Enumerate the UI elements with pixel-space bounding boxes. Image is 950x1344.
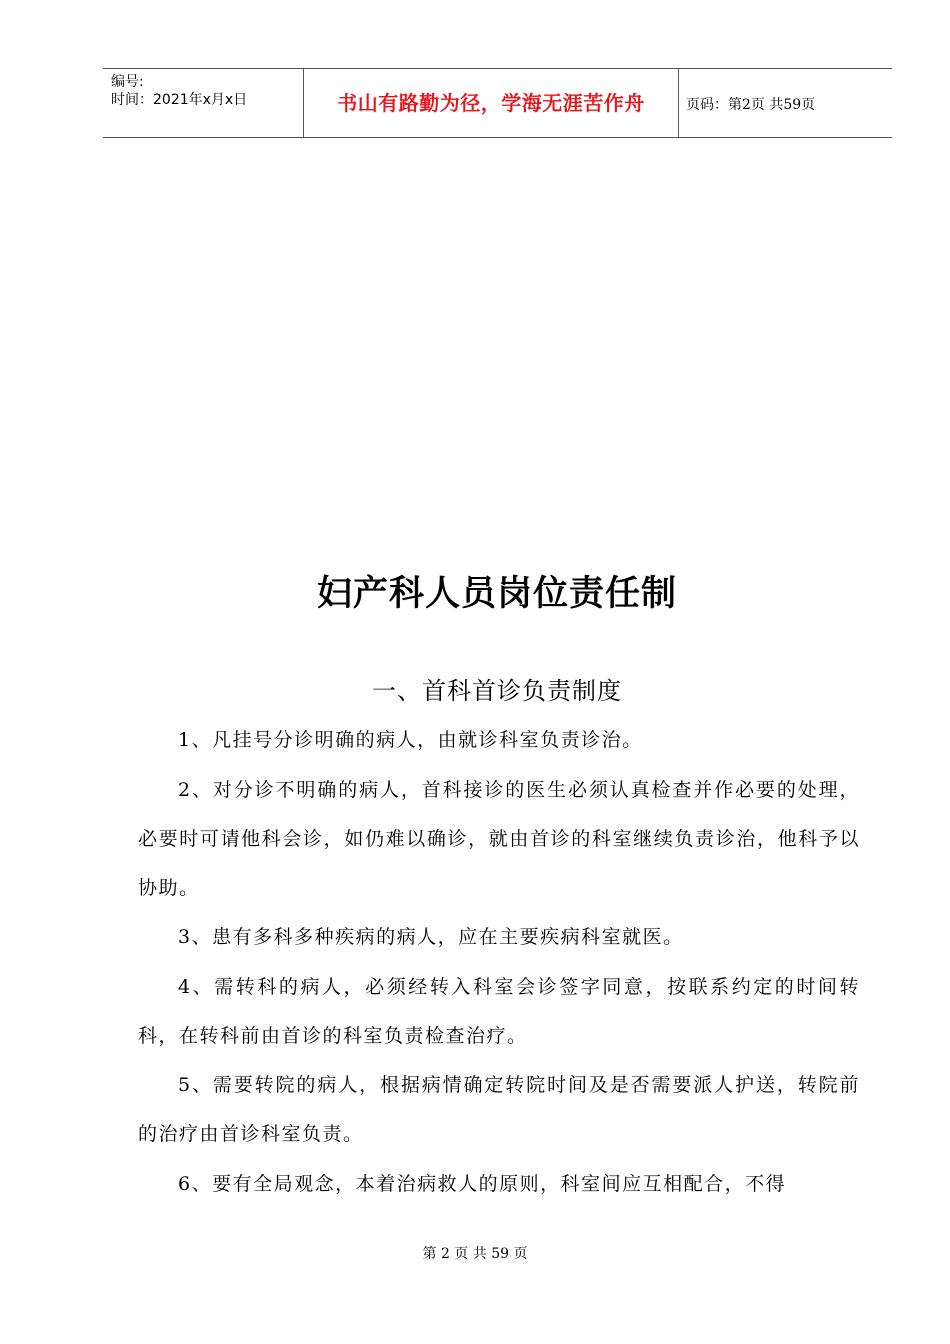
paragraph-5: 5、需要转院的病人，根据病情确定转院时间及是否需要派人护送，转院前的治疗由首诊科室负责。: [138, 1074, 860, 1145]
paragraph-1: 1、凡挂号分诊明确的病人，由就诊科室负责诊治。: [178, 729, 643, 751]
paragraph-6: 6、要有全局观念，本着治病救人的原则，科室间应互相配合，不得: [178, 1173, 787, 1195]
document-title: 妇产科人员岗位责任制: [316, 574, 677, 614]
paragraph-2: 2、对分诊不明确的病人，首科接诊的医生必须认真检查并作必要的处理，必要时可请他科会诊，如仍难以确诊，就由首诊的科室继续负责诊治，他科予以协助。: [138, 779, 860, 899]
section-title: 一、首科首诊负责制度: [372, 677, 622, 705]
serial-number-label: 编号:: [111, 74, 144, 90]
page-header: [103, 68, 892, 138]
header-middle-cell: [303, 69, 679, 137]
page-footer: 第 2 页 共 59 页: [422, 1246, 528, 1262]
time-label: 时间：2021年x月x日: [111, 92, 248, 108]
header-right-cell: [678, 69, 892, 137]
header-left-cell: [103, 69, 303, 137]
header-page-info: 页码：第2页 共59页: [686, 97, 816, 113]
paragraph-3: 3、患有多科多种疾病的病人，应在主要疾病科室就医。: [178, 926, 684, 948]
header-motto: 书山有路勤为径，学海无涯苦作舟: [337, 91, 645, 115]
paragraph-4: 4、需转科的病人，必须经转入科室会诊签字同意，按联系约定的时间转科，在转科前由首诊的科室负责检查治疗。: [138, 976, 860, 1047]
